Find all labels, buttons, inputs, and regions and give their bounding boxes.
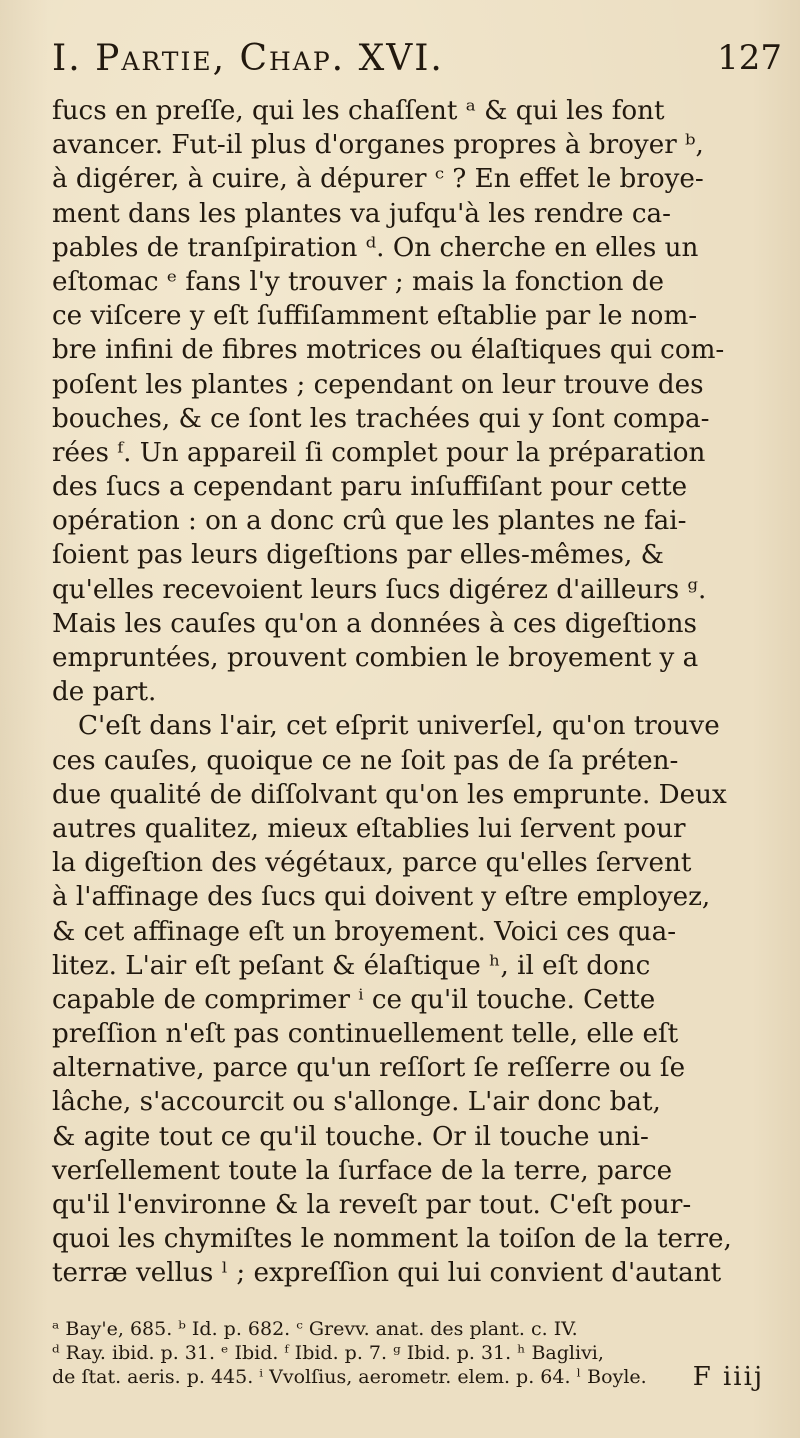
text-line: alternative, parce qu'un reſſort ſe reſſerre ou ſe bbox=[52, 1053, 686, 1084]
text-line: bouches, & ce ſont les trachées qui y ſont compa- bbox=[52, 403, 710, 434]
text-line: ces cauſes, quoique ce ne ſoit pas de ſa préten- bbox=[52, 745, 679, 776]
text-line: capable de comprimer ⁱ ce qu'il touche. Cette bbox=[52, 984, 656, 1015]
text-line: pables de tranſpiration ᵈ. On cherche en elles un bbox=[52, 232, 699, 263]
footnote-line: ᵃ Bay'e, 685. ᵇ Id. p. 682. ᶜ Grevv. anat. des plant. c. IV. bbox=[52, 1318, 578, 1340]
text-line: la digeſtion des végétaux, parce qu'elles ſervent bbox=[52, 848, 692, 879]
text-line: avancer. Fut-il plus d'organes propres à broyer ᵇ, bbox=[52, 130, 704, 161]
text-line: Mais les cauſes qu'on a données à ces digeſtions bbox=[52, 608, 697, 639]
text-line-paragraph-start: C'eſt dans l'air, cet eſprit univerſel, qu'on trouve bbox=[78, 711, 720, 742]
footnotes bbox=[52, 1317, 792, 1389]
text-line: ce viſcere y eſt ſuffiſamment eſtablie par le nom- bbox=[52, 301, 698, 332]
text-line: des ſucs a cependant paru inſuffiſant pour cette bbox=[52, 472, 688, 503]
text-line: verſellement toute la ſurface de la terre, parce bbox=[52, 1155, 673, 1186]
text-line: qu'elles recevoient leurs ſucs digérez d'ailleurs ᵍ. bbox=[52, 574, 707, 605]
text-line: & agite tout ce qu'il touche. Or il touche uni- bbox=[52, 1121, 649, 1152]
text-line: litez. L'air eſt peſant & élaſtique ʰ, il eſt donc bbox=[52, 950, 651, 981]
text-line: terræ vellus ˡ ; expreſſion qui lui convient d'autant bbox=[52, 1258, 722, 1289]
footnote-line: ᵈ Ray. ibid. p. 31. ᵉ Ibid. ᶠ Ibid. p. 7. ᵍ Ibid. p. 31. ʰ Baglivi, bbox=[52, 1342, 604, 1364]
text-line: due qualité de diſſolvant qu'on les emprunte. Deux bbox=[52, 779, 727, 810]
text-line: qu'il l'environne & la reveſt par tout. C'eſt pour- bbox=[52, 1190, 692, 1220]
text-line: ment dans les plantes va jufqu'à les rendre ca- bbox=[52, 198, 672, 229]
text-line: poſent les plantes ; cependant on leur trouve des bbox=[52, 369, 704, 400]
text-line: & cet affinage eſt un broyement. Voici ces qua- bbox=[52, 916, 677, 947]
chapter-header: I. Partie, Chap. XVI. bbox=[52, 38, 444, 79]
text-line: eſtomac ᵉ fans l'y trouver ; mais la fonction de bbox=[52, 266, 664, 297]
text-line: à l'affinage des ſucs qui doivent y eſtre employez, bbox=[52, 882, 711, 913]
text-line: bre infini de fibres motrices ou élaſtiques qui com- bbox=[52, 335, 725, 366]
text-line: quoi les chymiſtes le nomment la toiſon de la terre, bbox=[52, 1224, 732, 1255]
text-line: rées ᶠ. Un appareil ſi complet pour la préparation bbox=[52, 437, 706, 468]
text-line: fucs en preſſe, qui les chaſſent ᵃ & qui les font bbox=[52, 96, 665, 126]
footnote-line: de ſtat. aeris. p. 445. ⁱ Vvolſius, aerometr. elem. p. 64. ˡ Boyle. bbox=[52, 1366, 647, 1388]
text-line: ſoient pas leurs digeſtions par elles-mêmes, & bbox=[52, 540, 664, 571]
text-line: empruntées, prouvent combien le broyement y a bbox=[52, 643, 699, 673]
running-head bbox=[52, 38, 782, 98]
text-line: preſſion n'eſt pas continuellement telle, elle eſt bbox=[52, 1019, 679, 1050]
text-line: opération : on a donc crû que les plantes ne fai- bbox=[52, 506, 687, 537]
text-line: à digérer, à cuire, à dépurer ᶜ ? En effet le broye- bbox=[52, 164, 704, 195]
page-number: 127 bbox=[717, 38, 782, 78]
text-line: de part. bbox=[52, 677, 157, 708]
text-line: autres qualitez, mieux eſtablies lui ſervent pour bbox=[52, 813, 686, 844]
body-text bbox=[52, 94, 782, 1291]
text-line: lâche, s'accourcit ou s'allonge. L'air donc bat, bbox=[52, 1087, 661, 1118]
signature-mark: F iiij bbox=[692, 1362, 764, 1392]
